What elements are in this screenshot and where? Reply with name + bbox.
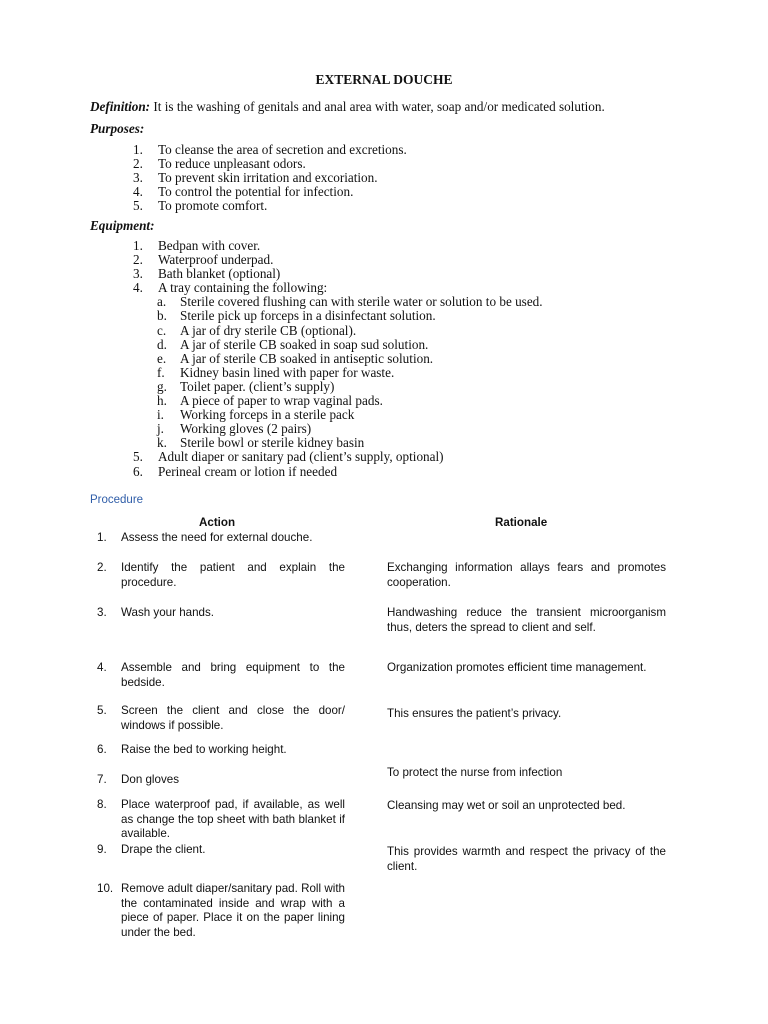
step-number: 8. (97, 798, 107, 811)
procedure-step-action (97, 882, 345, 940)
list-item (157, 408, 543, 422)
list-item (157, 352, 543, 366)
list-item-number: 3. (133, 266, 143, 282)
step-number: 5. (97, 704, 107, 717)
list-item-text: To promote comfort. (158, 198, 268, 214)
definition-paragraph (90, 99, 605, 115)
purposes-heading: Purposes: (90, 121, 145, 136)
step-action-text: Remove adult diaper/sanitary pad. Roll with the contaminated inside and wrap with a piece of paper. Place it on the paper lining under the bed. (121, 882, 345, 939)
step-action-text: Raise the bed to working height. (121, 743, 287, 756)
equipment-heading: Equipment: (90, 218, 155, 233)
list-item-number: 6. (133, 463, 143, 479)
procedure-step-rationale: This provides warmth and respect the privacy of the client. (387, 845, 666, 873)
list-item-text: Toilet paper. (client’s supply) (180, 378, 335, 394)
step-number: 9. (97, 843, 107, 856)
list-item-number: 4. (133, 280, 143, 296)
list-item-letter: j. (157, 421, 164, 437)
list-item-letter: e. (157, 350, 167, 366)
list-item (157, 309, 543, 323)
list-item-number: 5. (133, 198, 143, 214)
procedure-heading: Procedure (90, 494, 144, 506)
list-item-text: A piece of paper to wrap vaginal pads. (180, 393, 383, 409)
procedure-step-action (97, 531, 345, 546)
list-item-text: To cleanse the area of secretion and excretions. (158, 142, 407, 157)
action-column-header: Action (199, 516, 236, 529)
step-number: 6. (97, 743, 107, 756)
step-action-text: Screen the client and close the door/ windows if possible. (121, 704, 345, 732)
procedure-step-action (97, 773, 345, 788)
step-number: 4. (97, 661, 107, 674)
list-item-letter: f. (157, 364, 165, 380)
procedure-step-action (97, 661, 345, 690)
list-item-number: 1. (133, 142, 143, 157)
procedure-step-rationale: To protect the nurse from infection (387, 766, 563, 779)
step-number: 10. (97, 882, 114, 895)
list-item (133, 143, 407, 157)
step-action-text: Wash your hands. (121, 606, 215, 619)
procedure-step-action (97, 843, 345, 858)
list-item-letter: c. (157, 322, 167, 338)
list-item-text: A jar of sterile CB soaked in soap sud solution. (180, 336, 429, 352)
step-action-text: Identify the patient and explain the procedure. (121, 561, 345, 589)
list-item (133, 199, 407, 213)
list-item-letter: b. (157, 308, 167, 324)
list-item-number: 3. (133, 170, 143, 186)
list-item-number: 2. (133, 252, 143, 268)
list-item (133, 465, 543, 479)
list-item-text: Sterile pick up forceps in a disinfectant solution. (180, 308, 436, 324)
step-action-text: Drape the client. (121, 843, 206, 856)
step-number: 7. (97, 773, 107, 786)
list-item-text: To control the potential for infection. (158, 184, 354, 200)
list-item-text: To prevent skin irritation and excoriation. (158, 170, 378, 186)
list-item-letter: d. (157, 336, 167, 352)
list-item (133, 185, 407, 199)
tray-contents-list (133, 295, 543, 450)
list-item-text: A tray containing the following: (158, 280, 328, 296)
procedure-step-rationale: Exchanging information allays fears and promotes cooperation. (387, 561, 666, 589)
list-item-number: 4. (133, 184, 143, 200)
definition-text: It is the washing of genitals and anal area with water, soap and/or medicated solution. (150, 99, 605, 114)
step-action-text: Don gloves (121, 773, 180, 786)
list-item (133, 239, 543, 253)
procedure-step-rationale: This ensures the patient’s privacy. (387, 707, 562, 720)
rationale-column-header: Rationale (495, 516, 548, 529)
procedure-step-rationale: Handwashing reduce the transient microorganism thus, deters the spread to client and self. (387, 606, 666, 634)
list-item (157, 366, 543, 380)
page-title: EXTERNAL DOUCHE (315, 72, 453, 87)
procedure-step-action (97, 798, 345, 842)
list-item-text: Perineal cream or lotion if needed (158, 463, 338, 479)
list-item-letter: a. (157, 294, 167, 310)
list-item (133, 253, 543, 267)
step-number: 2. (97, 561, 107, 574)
list-item (133, 281, 543, 450)
equipment-list (133, 239, 543, 479)
procedure-step-action (97, 561, 345, 590)
list-item (157, 295, 543, 309)
list-item-text: Working gloves (2 pairs) (180, 421, 312, 437)
list-item-text: A jar of sterile CB soaked in antiseptic solution. (180, 350, 434, 366)
list-item (133, 171, 407, 185)
list-item-text: Sterile covered flushing can with sterile water or solution to be used. (180, 294, 543, 310)
definition-label: Definition: (90, 99, 151, 114)
list-item-letter: h. (157, 393, 167, 409)
step-action-text: Place waterproof pad, if available, as well as change the top sheet with bath blanket if available. (121, 798, 345, 840)
step-number: 1. (97, 531, 107, 544)
list-item-text: A jar of dry sterile CB (optional). (180, 322, 357, 338)
list-item (157, 436, 543, 450)
procedure-step-action (97, 743, 345, 758)
procedure-step-rationale: Cleansing may wet or soil an unprotected bed. (387, 799, 626, 812)
list-item (157, 380, 543, 394)
list-item (157, 338, 543, 352)
list-item-number: 1. (133, 238, 143, 253)
list-item-text: Bath blanket (optional) (158, 266, 281, 282)
list-item (133, 450, 543, 464)
list-item-text: Waterproof underpad. (158, 252, 274, 268)
list-item-number: 2. (133, 156, 143, 172)
purposes-list (133, 143, 407, 213)
list-item (133, 267, 543, 281)
procedure-step-rationale: Organization promotes efficient time management. (387, 661, 647, 674)
list-item-letter: k. (157, 435, 167, 451)
list-item-text: Kidney basin lined with paper for waste. (180, 364, 395, 380)
step-action-text: Assemble and bring equipment to the bedside. (121, 661, 345, 689)
list-item-text: Adult diaper or sanitary pad (client’s supply, optional) (158, 449, 444, 465)
list-item-text: Bedpan with cover. (158, 238, 261, 253)
list-item (133, 157, 407, 171)
list-item-letter: i. (157, 407, 164, 423)
list-item-text: Sterile bowl or sterile kidney basin (180, 435, 365, 451)
list-item (157, 394, 543, 408)
list-item-text: Working forceps in a sterile pack (180, 407, 355, 423)
step-action-text: Assess the need for external douche. (121, 531, 313, 544)
list-item (157, 324, 543, 338)
step-number: 3. (97, 606, 107, 619)
list-item-text: To reduce unpleasant odors. (158, 156, 306, 172)
list-item-letter: g. (157, 378, 167, 394)
list-item (157, 422, 543, 436)
list-item-number: 5. (133, 449, 143, 465)
procedure-step-action (97, 606, 345, 621)
procedure-step-action (97, 704, 345, 733)
